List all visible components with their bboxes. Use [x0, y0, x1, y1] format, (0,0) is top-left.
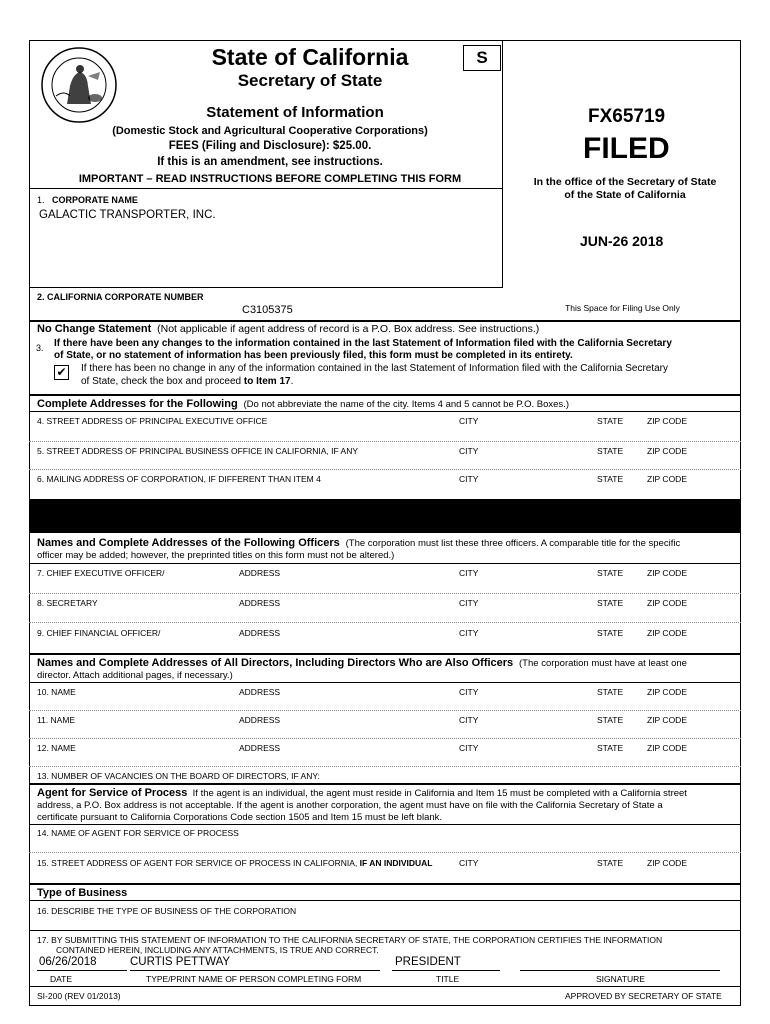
directors-note2: director. Attach additional pages, if necessary.) [37, 670, 233, 681]
item7-rule [29, 593, 741, 594]
item11-address: ADDRESS [239, 715, 281, 725]
certify-rule [29, 986, 741, 987]
agent-title: Agent for Service of Process [37, 787, 188, 799]
officers-title: Names and Complete Addresses of the Following Officers [37, 537, 340, 549]
item12-label: 12. NAME [37, 743, 76, 753]
item11-zip: ZIP CODE [647, 715, 687, 725]
filing-office-line2: of the State of California [564, 189, 686, 201]
officers-heading [37, 537, 680, 549]
header-divider [502, 40, 503, 288]
item4-city: CITY [459, 416, 479, 426]
item14-rule [29, 852, 741, 853]
signer-name-value[interactable]: CURTIS PETTWAY [130, 956, 231, 968]
amendment-line: If this is an amendment, see instructions. [157, 156, 383, 168]
item3-proceed-link: to Item 17 [243, 376, 291, 387]
business-heading: Type of Business [37, 887, 128, 899]
item11-city: CITY [459, 715, 479, 725]
business-heading-rule [29, 900, 741, 901]
item12-address: ADDRESS [239, 743, 281, 753]
item9-address: ADDRESS [239, 628, 281, 638]
item4-rule [29, 441, 741, 442]
item3-line1: If there have been any changes to the information contained in the last Statement of Information filed with the California Secretary [54, 338, 672, 349]
addresses-heading-rule [29, 411, 741, 412]
signature-label: SIGNATURE [596, 974, 645, 984]
item15-city: CITY [459, 858, 479, 868]
officers-heading-rule [29, 563, 741, 564]
agent-note2: address, a P.O. Box address is not acceptable. If the agent is another corporation, the agent must have on file with the California Secretary of State a [37, 800, 663, 811]
item8-state: STATE [597, 598, 624, 608]
filed-stamp: FILED [583, 132, 670, 165]
item17-line1: 17. BY SUBMITTING THIS STATEMENT OF INFORMATION TO THE CALIFORNIA SECRETARY OF STATE, THE CORPORATION CERTIFIES THE INFORMATION [37, 935, 663, 945]
agent-heading-rule [29, 824, 741, 825]
item2-rule [29, 320, 741, 322]
item8-zip: ZIP CODE [647, 598, 687, 608]
item3-number: 3. [36, 343, 44, 353]
directors-heading-rule [29, 682, 741, 683]
item6-state: STATE [597, 474, 624, 484]
officers-note2: officer may be added; however, the preprinted titles on this form must not be altered.) [37, 550, 395, 561]
redaction-band [29, 499, 741, 533]
agent-heading [37, 787, 687, 799]
item8-address: ADDRESS [239, 598, 281, 608]
date-label: DATE [50, 974, 73, 984]
item3-check-line2 [81, 376, 293, 387]
item9-city: CITY [459, 628, 479, 638]
fees-line: FEES (Filing and Disclosure): $25.00. [168, 140, 372, 152]
item17-line2: CONTAINED HEREIN, INCLUDING ANY ATTACHMENTS, IS TRUE AND CORRECT. [56, 945, 379, 955]
name-line [130, 970, 380, 971]
item10-rule [29, 710, 741, 711]
item3-check-line1: If there has been no change in any of the information contained in the last Statement of Information filed with the California Secretary [81, 363, 669, 374]
item13-label: 13. NUMBER OF VACANCIES ON THE BOARD OF DIRECTORS, IF ANY: [37, 771, 320, 781]
item6-label: 6. MAILING ADDRESS OF CORPORATION, IF DIFFERENT THAN ITEM 4 [37, 474, 321, 484]
item13-rule [29, 783, 741, 785]
item12-zip: ZIP CODE [647, 743, 687, 753]
addresses-note: (Do not abbreviate the name of the city. Items 4 and 5 cannot be P.O. Boxes.) [243, 399, 569, 410]
form-revision: SI-200 (REV 01/2013) [37, 991, 121, 1001]
page-title: State of California [211, 44, 409, 70]
corporate-number-value[interactable]: C3105375 [242, 304, 293, 316]
item7-zip: ZIP CODE [647, 568, 687, 578]
item5-city: CITY [459, 446, 479, 456]
item1-label [37, 195, 138, 205]
item3-check-line2-end: . [290, 376, 294, 387]
date-line [37, 970, 127, 971]
item7-city: CITY [459, 568, 479, 578]
item10-label: 10. NAME [37, 687, 76, 697]
form-title: Statement of Information [206, 104, 384, 121]
item11-state: STATE [597, 715, 624, 725]
officers-note: (The corporation must list these three officers. A comparable title for the specific [345, 538, 681, 549]
item4-state: STATE [597, 416, 624, 426]
filing-number: FX65719 [588, 106, 666, 127]
item3-line2: of State, or no statement of information has been previously filed, this form must be completed in its entirety. [54, 350, 573, 361]
item6-zip: ZIP CODE [647, 474, 687, 484]
form-subtitle: (Domestic Stock and Agricultural Cooperative Corporations) [112, 125, 428, 137]
agent-note1: If the agent is an individual, the agent must reside in California and Item 15 must be completed with a California street [192, 788, 687, 799]
filing-office-line1: In the office of the Secretary of State [533, 176, 717, 188]
item11-label: 11. NAME [37, 715, 76, 725]
directors-title: Names and Complete Addresses of All Directors, Including Directors Who are Also Officers [37, 657, 514, 669]
checkmark-icon: ✔ [56, 365, 67, 379]
item10-state: STATE [597, 687, 624, 697]
item2-label: 2. CALIFORNIA CORPORATE NUMBER [37, 292, 204, 302]
directors-heading [37, 657, 687, 669]
item12-rule [29, 766, 741, 767]
item10-address: ADDRESS [239, 687, 281, 697]
no-change-heading [37, 323, 539, 335]
item8-city: CITY [459, 598, 479, 608]
item6-city: CITY [459, 474, 479, 484]
item10-city: CITY [459, 687, 479, 697]
item16-rule [29, 930, 741, 931]
item1-number: 1. [37, 195, 45, 205]
item10-zip: ZIP CODE [647, 687, 687, 697]
item9-zip: ZIP CODE [647, 628, 687, 638]
directors-note: (The corporation must have at least one [519, 658, 687, 669]
item4-label: 4. STREET ADDRESS OF PRINCIPAL EXECUTIVE OFFICE [37, 416, 268, 426]
item14-label: 14. NAME OF AGENT FOR SERVICE OF PROCESS [37, 828, 239, 838]
item3-check-line2-text: of State, check the box and proceed [81, 376, 244, 387]
item15-rule [29, 883, 741, 885]
corporate-name-value[interactable]: GALACTIC TRANSPORTER, INC. [39, 209, 216, 221]
signer-title-value[interactable]: PRESIDENT [395, 956, 461, 968]
item12-state: STATE [597, 743, 624, 753]
state-seal [40, 46, 118, 124]
important-rule [29, 188, 502, 189]
important-line: IMPORTANT – READ INSTRUCTIONS BEFORE COMPLETING THIS FORM [78, 173, 462, 185]
item9-state: STATE [597, 628, 624, 638]
item16-label: 16. DESCRIBE THE TYPE OF BUSINESS OF THE CORPORATION [37, 906, 297, 916]
page-subtitle: Secretary of State [237, 71, 383, 90]
addresses-heading [37, 398, 569, 410]
filing-space-note: This Space for Filing Use Only [565, 303, 680, 313]
item15-label-bold: IF AN INDIVIDUAL [359, 858, 433, 868]
item7-label: 7. CHIEF EXECUTIVE OFFICER/ [37, 568, 165, 578]
name-label: TYPE/PRINT NAME OF PERSON COMPLETING FORM [146, 974, 362, 984]
addresses-title: Complete Addresses for the Following [37, 398, 238, 410]
no-change-title: No Change Statement [37, 323, 152, 335]
item9-rule [29, 653, 741, 655]
filing-date: JUN-26 2018 [580, 233, 664, 249]
item12-city: CITY [459, 743, 479, 753]
no-change-checkbox[interactable] [54, 365, 69, 380]
item15-label-text: 15. STREET ADDRESS OF AGENT FOR SERVICE OF PROCESS IN CALIFORNIA, [37, 858, 360, 868]
approved-by: APPROVED BY SECRETARY OF STATE [565, 991, 722, 1001]
item8-rule [29, 622, 741, 623]
title-label: TITLE [436, 974, 460, 984]
item5-state: STATE [597, 446, 624, 456]
item15-zip: ZIP CODE [647, 858, 687, 868]
item1-rule [29, 287, 502, 288]
agent-note3: certificate pursuant to California Corporations Code section 1505 and Item 15 must be left blank. [37, 812, 443, 823]
item4-zip: ZIP CODE [647, 416, 687, 426]
item7-address: ADDRESS [239, 568, 281, 578]
item5-zip: ZIP CODE [647, 446, 687, 456]
item5-rule [29, 469, 741, 470]
title-line [392, 970, 500, 971]
no-change-note: (Not applicable if agent address of record is a P.O. Box address. See instructions.) [157, 323, 540, 335]
form-code: S [476, 48, 488, 67]
item5-label: 5. STREET ADDRESS OF PRINCIPAL BUSINESS OFFICE IN CALIFORNIA, IF ANY [37, 446, 359, 456]
item11-rule [29, 738, 741, 739]
signature-line [520, 970, 720, 971]
item8-label: 8. SECRETARY [37, 598, 98, 608]
item9-label: 9. CHIEF FINANCIAL OFFICER/ [37, 628, 161, 638]
item1-label-text: CORPORATE NAME [52, 195, 138, 205]
item7-state: STATE [597, 568, 624, 578]
item3-rule [29, 394, 741, 396]
item15-label [37, 858, 433, 868]
item15-state: STATE [597, 858, 624, 868]
signature-date-value[interactable]: 06/26/2018 [39, 956, 97, 968]
